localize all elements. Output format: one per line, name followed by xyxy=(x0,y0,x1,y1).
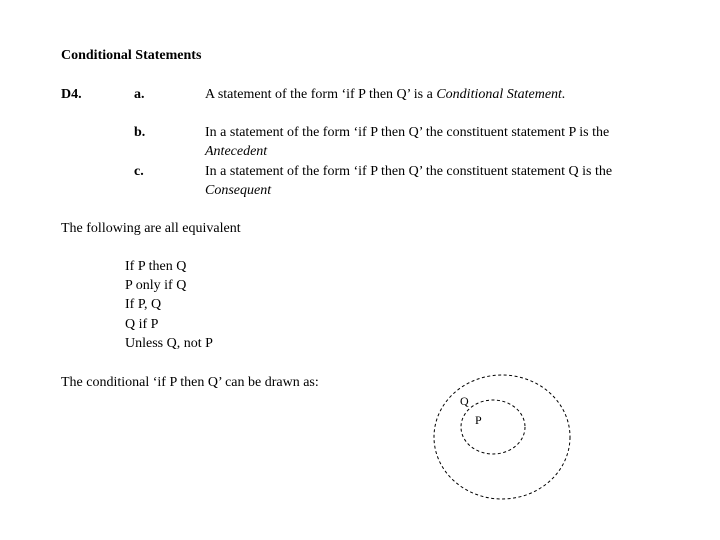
page-title: Conditional Statements xyxy=(61,48,202,63)
equivalent-intro: The following are all equivalent xyxy=(61,221,241,236)
definition-term-b: Antecedent xyxy=(205,144,268,159)
equivalent-item: P only if Q xyxy=(125,278,187,294)
definition-text-c-pre: In a statement of the form ‘if P then Q’ the constituent statement Q is the xyxy=(205,164,613,179)
equivalent-item: Unless Q, not P xyxy=(125,335,213,351)
definition-term-a: Conditional Statement. xyxy=(436,87,566,102)
definition-text-b-pre: In a statement of the form ‘if P then Q’ the constituent statement P is the xyxy=(205,125,610,140)
outer-circle-q xyxy=(434,375,570,499)
definition-letter-a: a. xyxy=(134,87,145,102)
inner-circle-p xyxy=(461,400,525,454)
equivalent-item: Q if P xyxy=(125,316,159,332)
definition-term-c: Consequent xyxy=(205,183,272,198)
equivalent-item: If P then Q xyxy=(125,259,187,274)
equivalent-list xyxy=(125,257,213,353)
venn-diagram xyxy=(420,370,580,510)
definition-text-a xyxy=(205,85,660,104)
definition-text-b xyxy=(205,123,660,161)
definition-text-a-pre: A statement of the form ‘if P then Q’ is a xyxy=(205,87,437,102)
definition-number: D4. xyxy=(61,87,82,102)
definition-letter-c: c. xyxy=(134,164,144,179)
equivalent-item: If P, Q xyxy=(125,297,162,313)
definition-letter-b: b. xyxy=(134,125,146,140)
definition-text-c xyxy=(205,162,660,200)
drawing-intro: The conditional ‘if P then Q’ can be drawn as: xyxy=(61,375,319,390)
outer-circle-label: Q xyxy=(460,394,469,408)
inner-circle-label: P xyxy=(475,413,482,427)
